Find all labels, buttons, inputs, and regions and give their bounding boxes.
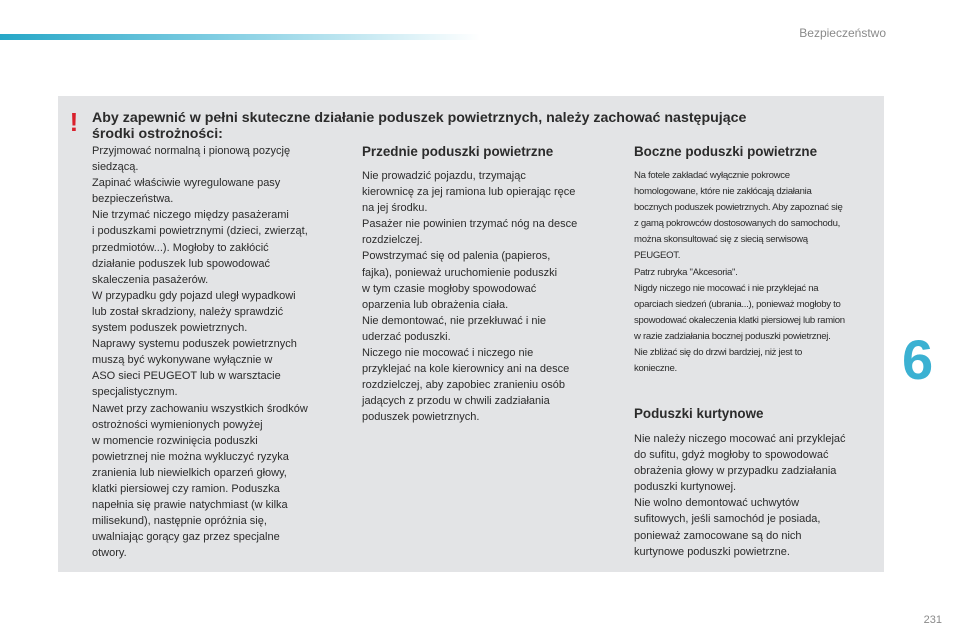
header-accent-bar — [0, 34, 480, 40]
section-title: Bezpieczeństwo — [799, 26, 886, 40]
text-line: na jej środku. — [362, 202, 428, 215]
text-line: ponieważ zamocowane są do nich — [634, 529, 802, 542]
text-line: z gamą pokrowców dostosowanych do samochodu, — [634, 218, 840, 230]
text-line: oparciach siedzeń (ubrania...), ponieważ mogłoby to — [634, 298, 841, 310]
front-airbags-text — [362, 168, 614, 426]
curtain-airbags-text — [634, 431, 882, 560]
text-line: Nie wolno demontować uchwytów — [634, 497, 800, 510]
curtain-airbags-heading: Poduszki kurtynowe — [634, 406, 764, 421]
text-line: i poduszkami powietrznymi (dzieci, zwierząt, — [92, 225, 308, 238]
text-line: homologowane, które nie zakłócają działania — [634, 186, 812, 198]
text-line: fajka), ponieważ uruchomienie poduszki — [362, 266, 558, 279]
text-line: bocznych poduszek powietrznych. Aby zapoznać się — [634, 202, 843, 214]
text-line: zranienia lub niewielkich oparzeń głowy, — [92, 466, 287, 479]
text-line: skaleczenia pasażerów. — [92, 273, 209, 286]
text-line: sufitowych, jeśli samochód je posiada, — [634, 513, 821, 526]
text-line: Przyjmować normalną i pionową pozycję — [92, 145, 291, 157]
text-line: do sufitu, gdyż mogłoby to spowodować — [634, 449, 829, 462]
front-airbags-heading: Przednie poduszki powietrzne — [362, 144, 554, 159]
warning-heading — [92, 110, 872, 142]
text-line: oparzenia lub obrażenia ciała. — [362, 298, 509, 311]
text-line: klatki piersiowej czy ramion. Poduszka — [92, 482, 280, 495]
text-line: obrażenia głowy w przypadku zadziałania — [634, 465, 837, 478]
text-line: milisekund), następnie opróżnia się, — [92, 515, 267, 528]
text-line: specjalistycznym. — [92, 386, 178, 399]
text-line: kierownicę za jej ramiona lub opierając ręce — [362, 186, 576, 199]
text-line: Nawet przy zachowaniu wszystkich środków — [92, 402, 308, 415]
text-line: PEUGEOT. — [634, 250, 681, 262]
text-line: Nie trzymać niczego między pasażerami — [92, 209, 289, 222]
text-line: powietrznej nie można wykluczyć ryzyka — [92, 450, 289, 463]
text-line: Nie demontować, nie przekłuwać i nie — [362, 314, 547, 327]
text-line: Pasażer nie powinien trzymać nóg na desce — [362, 218, 578, 231]
text-line: Nigdy niczego nie mocować i nie przyklejać na — [634, 282, 819, 294]
text-line: przedmiotów...). Mogłoby to zakłócić — [92, 241, 269, 254]
text-line: Na fotele zakładać wyłącznie pokrowce — [634, 170, 790, 181]
text-line: uderzać poduszki. — [362, 330, 451, 343]
text-line: działanie poduszek lub spowodować — [92, 257, 270, 270]
text-line: Nie należy niczego mocować ani przyklejać — [634, 433, 846, 445]
text-line: siedzącą. — [92, 161, 139, 174]
page-number: 231 — [923, 614, 942, 626]
text-line: Zapinać właściwie wyregulowane pasy — [92, 177, 281, 190]
side-airbags-text — [634, 168, 882, 377]
side-airbags-heading: Boczne poduszki powietrzne — [634, 144, 818, 159]
text-line: Naprawy systemu poduszek powietrznych — [92, 338, 297, 351]
text-line: Powstrzymać się od palenia (papieros, — [362, 250, 551, 263]
text-line: kurtynowe poduszki powietrzne. — [634, 545, 790, 558]
text-line: w momencie rozwinięcia poduszki — [92, 434, 258, 447]
text-line: przyklejać na kole kierownicy ani na desce — [362, 363, 570, 376]
text-line: rozdzielczej, aby zapobiec zranieniu osób — [362, 379, 566, 392]
chapter-number: 6 — [902, 328, 934, 391]
text-line: uwalniając gorący gaz przez specjalne — [92, 531, 280, 544]
text-line: poduszek powietrznych. — [362, 411, 480, 424]
text-line: w tym czasie mogłoby spowodować — [362, 282, 537, 295]
text-line: rozdzielczej. — [362, 234, 423, 247]
text-line: bezpieczeństwa. — [92, 193, 174, 206]
text-line: ostrożności wymienionych powyżej — [92, 418, 263, 431]
text-line: jadących z przodu w chwili zadziałania — [362, 395, 550, 408]
text-line: w razie zadziałania bocznej poduszki powietrznej. — [634, 330, 831, 342]
exclamation-icon: ! — [69, 107, 79, 137]
text-line: można skonsultować się z siecią serwisową — [634, 234, 808, 246]
text-line: system poduszek powietrznych. — [92, 322, 248, 335]
text-line: muszą być wykonywane wyłącznie w — [92, 354, 273, 367]
text-line: otwory. — [92, 547, 127, 560]
text-line: konieczne. — [634, 363, 677, 375]
text-line: Nie prowadzić pojazdu, trzymając — [362, 170, 526, 182]
text-line: Nie zbliżać się do drzwi bardziej, niż jest to — [634, 347, 803, 359]
general-precautions-text — [92, 143, 344, 561]
text-line: W przypadku gdy pojazd uległ wypadkowi — [92, 289, 296, 302]
warning-heading-line: Aby zapewnić w pełni skuteczne działanie poduszek powietrznych, należy zachować następujące — [92, 110, 747, 126]
text-line: lub został skradziony, należy sprawdzić — [92, 305, 284, 318]
text-line: ASO sieci PEUGEOT lub w warsztacie — [92, 370, 281, 383]
text-line: spowodować okaleczenia klatki piersiowej lub ramion — [634, 314, 845, 326]
text-line: Patrz rubryka "Akcesoria". — [634, 266, 738, 278]
text-line: napełnia się prawie natychmiast (w kilka — [92, 499, 288, 512]
text-line: Niczego nie mocować i niczego nie — [362, 347, 534, 360]
text-line: poduszki kurtynowej. — [634, 481, 737, 494]
warning-heading-line: środki ostrożności: — [92, 126, 223, 142]
